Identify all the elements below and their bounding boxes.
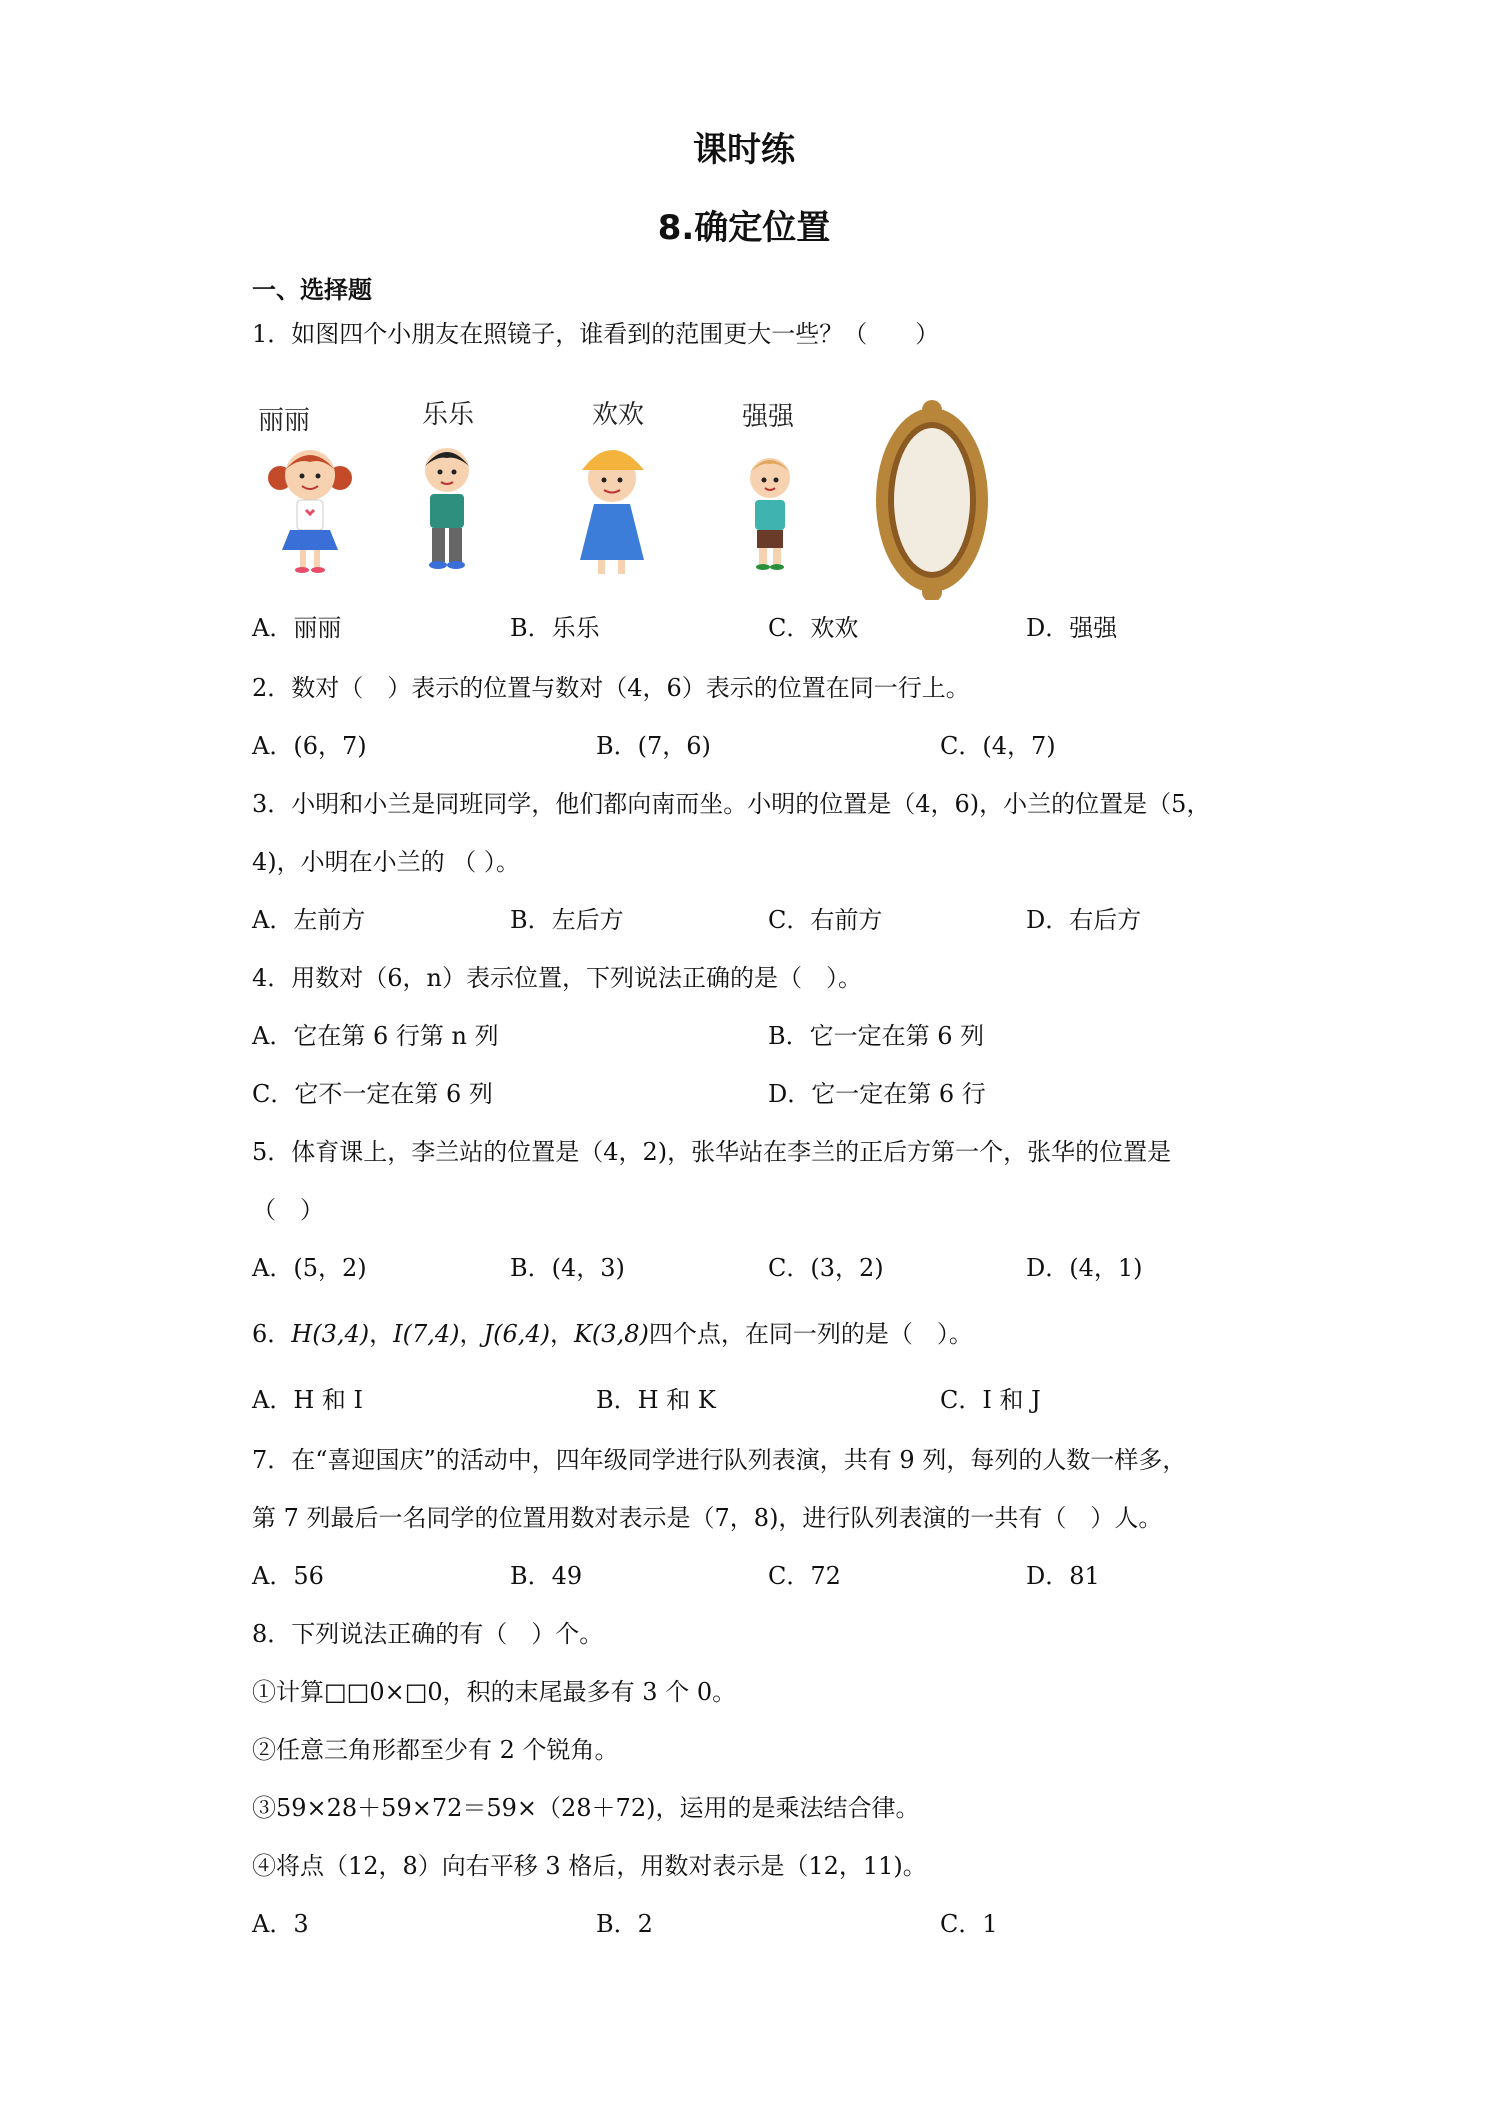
point-j: J(6,4) — [483, 1320, 550, 1348]
question-7-stem-line2: 第 7 列最后一名同学的位置用数对表示是（7，8)，进行队列表演的一共有（ ）人。 — [252, 1504, 1163, 1532]
option-b[interactable]: B．H 和 K — [596, 1386, 716, 1414]
option-a[interactable]: A．左前方 — [252, 906, 366, 934]
option-d[interactable]: D．它一定在第 6 行 — [768, 1080, 986, 1108]
option-c[interactable]: C．欢欢 — [768, 614, 859, 642]
option-a[interactable]: A．(5，2) — [252, 1254, 367, 1282]
option-c[interactable]: C．(4，7) — [940, 732, 1056, 760]
point-i: I(7,4) — [393, 1320, 460, 1348]
kid-label: 丽丽 — [258, 406, 311, 436]
option-a[interactable]: A．3 — [252, 1910, 309, 1938]
point-h: H(3,4) — [291, 1320, 370, 1348]
kids-and-mirror-drawing — [252, 400, 1012, 600]
option-b[interactable]: B．49 — [510, 1562, 583, 1590]
section-heading: 一、选择题 — [252, 276, 372, 304]
question-5-stem-line2: （ ） — [252, 1196, 324, 1224]
point-k: K(3,8) — [574, 1320, 649, 1348]
option-d[interactable]: D．81 — [1026, 1562, 1100, 1590]
option-c[interactable]: C．72 — [768, 1562, 841, 1590]
option-b[interactable]: B．它一定在第 6 列 — [768, 1022, 985, 1050]
statement-item: ②任意三角形都至少有 2 个锐角。 — [252, 1736, 619, 1764]
separator: ， — [550, 1320, 574, 1348]
option-a[interactable]: A．它在第 6 行第 n 列 — [252, 1022, 499, 1050]
statement-item: ④将点（12，8）向右平移 3 格后，用数对表示是（12，11)。 — [252, 1852, 927, 1880]
kid-label: 强强 — [742, 402, 795, 432]
option-c[interactable]: C．1 — [940, 1910, 998, 1938]
option-b[interactable]: B．2 — [596, 1910, 653, 1938]
boy-qiangqiang-figure — [750, 458, 790, 570]
option-a[interactable]: A．56 — [252, 1562, 324, 1590]
question-3-stem-line1: 3．小明和小兰是同班同学，他们都向南而坐。小明的位置是（4，6)，小兰的位置是（5， — [252, 790, 1211, 818]
question-1-stem: 1．如图四个小朋友在照镜子，谁看到的范围更大一些？（ ） — [252, 320, 940, 348]
option-c[interactable]: C．I 和 J — [940, 1386, 1041, 1414]
option-a[interactable]: A．H 和 I — [252, 1386, 363, 1414]
kid-label: 欢欢 — [592, 400, 645, 430]
question-7-stem-line1: 7．在“喜迎国庆”的活动中，四年级同学进行队列表演，共有 9 列，每列的人数一样多， — [252, 1446, 1187, 1474]
question-3-stem-line2: 4)，小明在小兰的 （ ）。 — [252, 848, 520, 876]
page-title: 课时练 — [693, 130, 795, 170]
statement-item: ③59×28＋59×72＝59×（28＋72)，运用的是乘法结合律。 — [252, 1794, 920, 1822]
question-4-stem: 4．用数对（6，n）表示位置，下列说法正确的是（ ）。 — [252, 964, 862, 992]
option-b[interactable]: B．(7，6) — [596, 732, 711, 760]
separator: ， — [459, 1320, 484, 1348]
question-6-stem — [252, 1318, 973, 1350]
option-c[interactable]: C．(3，2) — [768, 1254, 884, 1282]
question-2-stem: 2．数对（ ）表示的位置与数对（4，6）表示的位置在同一行上。 — [252, 674, 970, 702]
question-5-stem-line1: 5．体育课上，李兰站的位置是（4，2)，张华站在李兰的正后方第一个，张华的位置是 — [252, 1138, 1172, 1166]
boy-lele-figure — [425, 448, 469, 569]
girl-huanhuan-figure — [580, 450, 644, 574]
option-a[interactable]: A．丽丽 — [252, 614, 342, 642]
girl-lili-figure — [268, 450, 352, 573]
question-6-tail: 四个点，在同一列的是（ ）。 — [648, 1320, 973, 1348]
option-c[interactable]: C．它不一定在第 6 列 — [252, 1080, 493, 1108]
question-8-stem: 8．下列说法正确的有（ ）个。 — [252, 1620, 604, 1648]
question-number: 6． — [252, 1320, 292, 1348]
kid-label: 乐乐 — [422, 400, 475, 430]
option-b[interactable]: B．(4，3) — [510, 1254, 625, 1282]
option-d[interactable]: D．右后方 — [1026, 906, 1142, 934]
option-c[interactable]: C．右前方 — [768, 906, 883, 934]
option-d[interactable]: D．强强 — [1026, 614, 1118, 642]
option-b[interactable]: B．乐乐 — [510, 614, 600, 642]
option-d[interactable]: D．(4，1) — [1026, 1254, 1143, 1282]
lesson-title: 8.确定位置 — [657, 208, 831, 248]
separator: ， — [369, 1320, 394, 1348]
oval-mirror — [876, 400, 988, 600]
mirror-illustration — [252, 400, 1012, 600]
statement-item: ①计算□□0×□0，积的末尾最多有 3 个 0。 — [252, 1678, 737, 1706]
option-b[interactable]: B．左后方 — [510, 906, 624, 934]
option-a[interactable]: A．(6，7) — [252, 732, 367, 760]
